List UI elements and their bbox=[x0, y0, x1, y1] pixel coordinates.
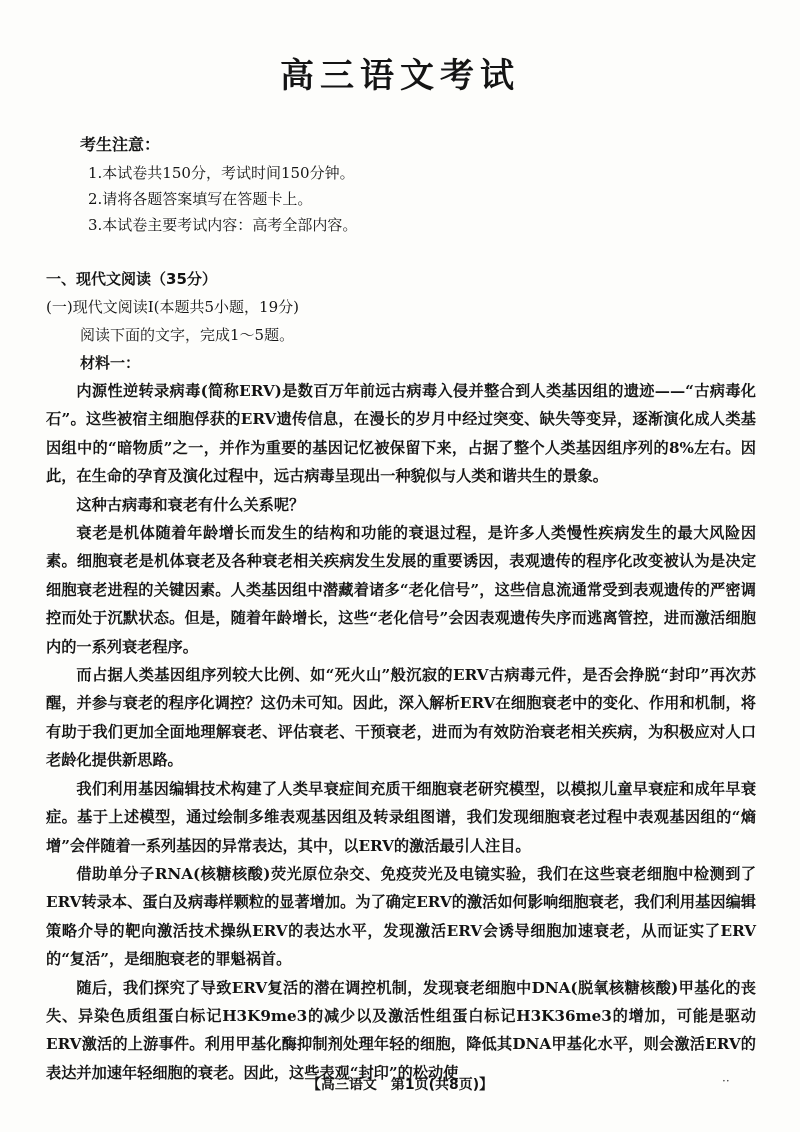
corner-mark: ·· bbox=[722, 1074, 730, 1088]
passage-paragraph: 这种古病毒和衰老有什么关系呢？ bbox=[76, 495, 305, 514]
section-heading: 一、现代文阅读（35分） bbox=[46, 270, 217, 288]
notice-item: 2.请将各题答案填写在答题卡上。 bbox=[88, 190, 313, 208]
page-footer: 【高三语文 第1页(共8页)】 bbox=[306, 1077, 494, 1093]
subsection-heading: (一)现代文阅读Ⅰ(本题共5小题，19分) bbox=[46, 298, 299, 316]
passage-paragraph: 随后，我们探究了导致ERV复活的潜在调控机制，发现衰老细胞中DNA(脱氧核糖核酸)甲基化的丧失、异染色质组蛋白标记H3K9me3的减少以及激活性组蛋白标记H3K36me3的增加，可能是驱动ERV激活的上游事件。利用甲基化酶抑制剂处理年轻的细胞，降低其DNA甲基化水平，则会激活ERV的表达并加速年轻细胞的衰老。因此，这些表观“封印”的松动使 bbox=[46, 978, 756, 1082]
notice-heading: 考生注意： bbox=[80, 135, 161, 154]
reading-instruction: 阅读下面的文字，完成1～5题。 bbox=[80, 326, 295, 344]
notice-item: 3.本试卷主要考试内容：高考全部内容。 bbox=[88, 216, 358, 234]
reading-section bbox=[46, 265, 756, 1087]
notice-item: 1.本试卷共150分，考试时间150分钟。 bbox=[88, 164, 355, 182]
passage-paragraph: 内源性逆转录病毒(简称ERV)是数百万年前远古病毒入侵并整合到人类基因组的遗迹——“古病毒化石”。这些被宿主细胞俘获的ERV遗传信息，在漫长的岁月中经过突变、缺失等变异，逐渐演化成人类基因组中的“暗物质”之一，并作为重要的基因记忆被保留下来，占据了整个人类基因组序列的8%左右。因此，在生命的孕育及演化过程中，远古病毒呈现出一种貌似与人类和谐共生的景象。 bbox=[46, 382, 756, 486]
page-title: 高三语文考试 bbox=[280, 56, 520, 96]
passage-paragraph: 衰老是机体随着年龄增长而发生的结构和功能的衰退过程，是许多人类慢性疾病发生的最大风险因素。细胞衰老是机体衰老及各种衰老相关疾病发生发展的重要诱因，表观遗传的程序化改变被认为是决定细胞衰老进程的关键因素。人类基因组中潜藏着诸多“老化信号”，这些信息流通常受到表观遗传的严密调控而处于沉默状态。但是，随着年龄增长，这些“老化信号”会因表观遗传失序而逃离管控，进而激活细胞内的一系列衰老程序。 bbox=[46, 524, 756, 656]
passage-paragraph: 而占据人类基因组序列较大比例、如“死火山”般沉寂的ERV古病毒元件，是否会挣脱“封印”再次苏醒，并参与衰老的程序化调控？这仍未可知。因此，深入解析ERV在细胞衰老中的变化、作用和机制，将有助于我们更加全面地理解衰老、评估衰老、干预衰老，进而为有效防治衰老相关疾病，为积极应对人口老龄化提供新思路。 bbox=[46, 666, 756, 770]
material-label: 材料一： bbox=[80, 354, 141, 372]
candidate-notice bbox=[80, 132, 357, 238]
passage-paragraph: 我们利用基因编辑技术构建了人类早衰症间充质干细胞衰老研究模型，以模拟儿童早衰症和成年早衰症。基于上述模型，通过绘制多维表观基因组及转录组图谱，我们发现细胞衰老过程中表观基因组的“熵增”会伴随着一系列基因的异常表达，其中，以ERV的激活最引人注目。 bbox=[46, 779, 756, 855]
passage-paragraph: 借助单分子RNA(核糖核酸)荧光原位杂交、免疫荧光及电镜实验，我们在这些衰老细胞中检测到了ERV转录本、蛋白及病毒样颗粒的显著增加。为了确定ERV的激活如何影响细胞衰老，我们利用基因编辑策略介导的靶向激活技术操纵ERV的表达水平，发现激活ERV会诱导细胞加速衰老，从而证实了ERV的“复活”，是细胞衰老的罪魁祸首。 bbox=[46, 864, 756, 969]
